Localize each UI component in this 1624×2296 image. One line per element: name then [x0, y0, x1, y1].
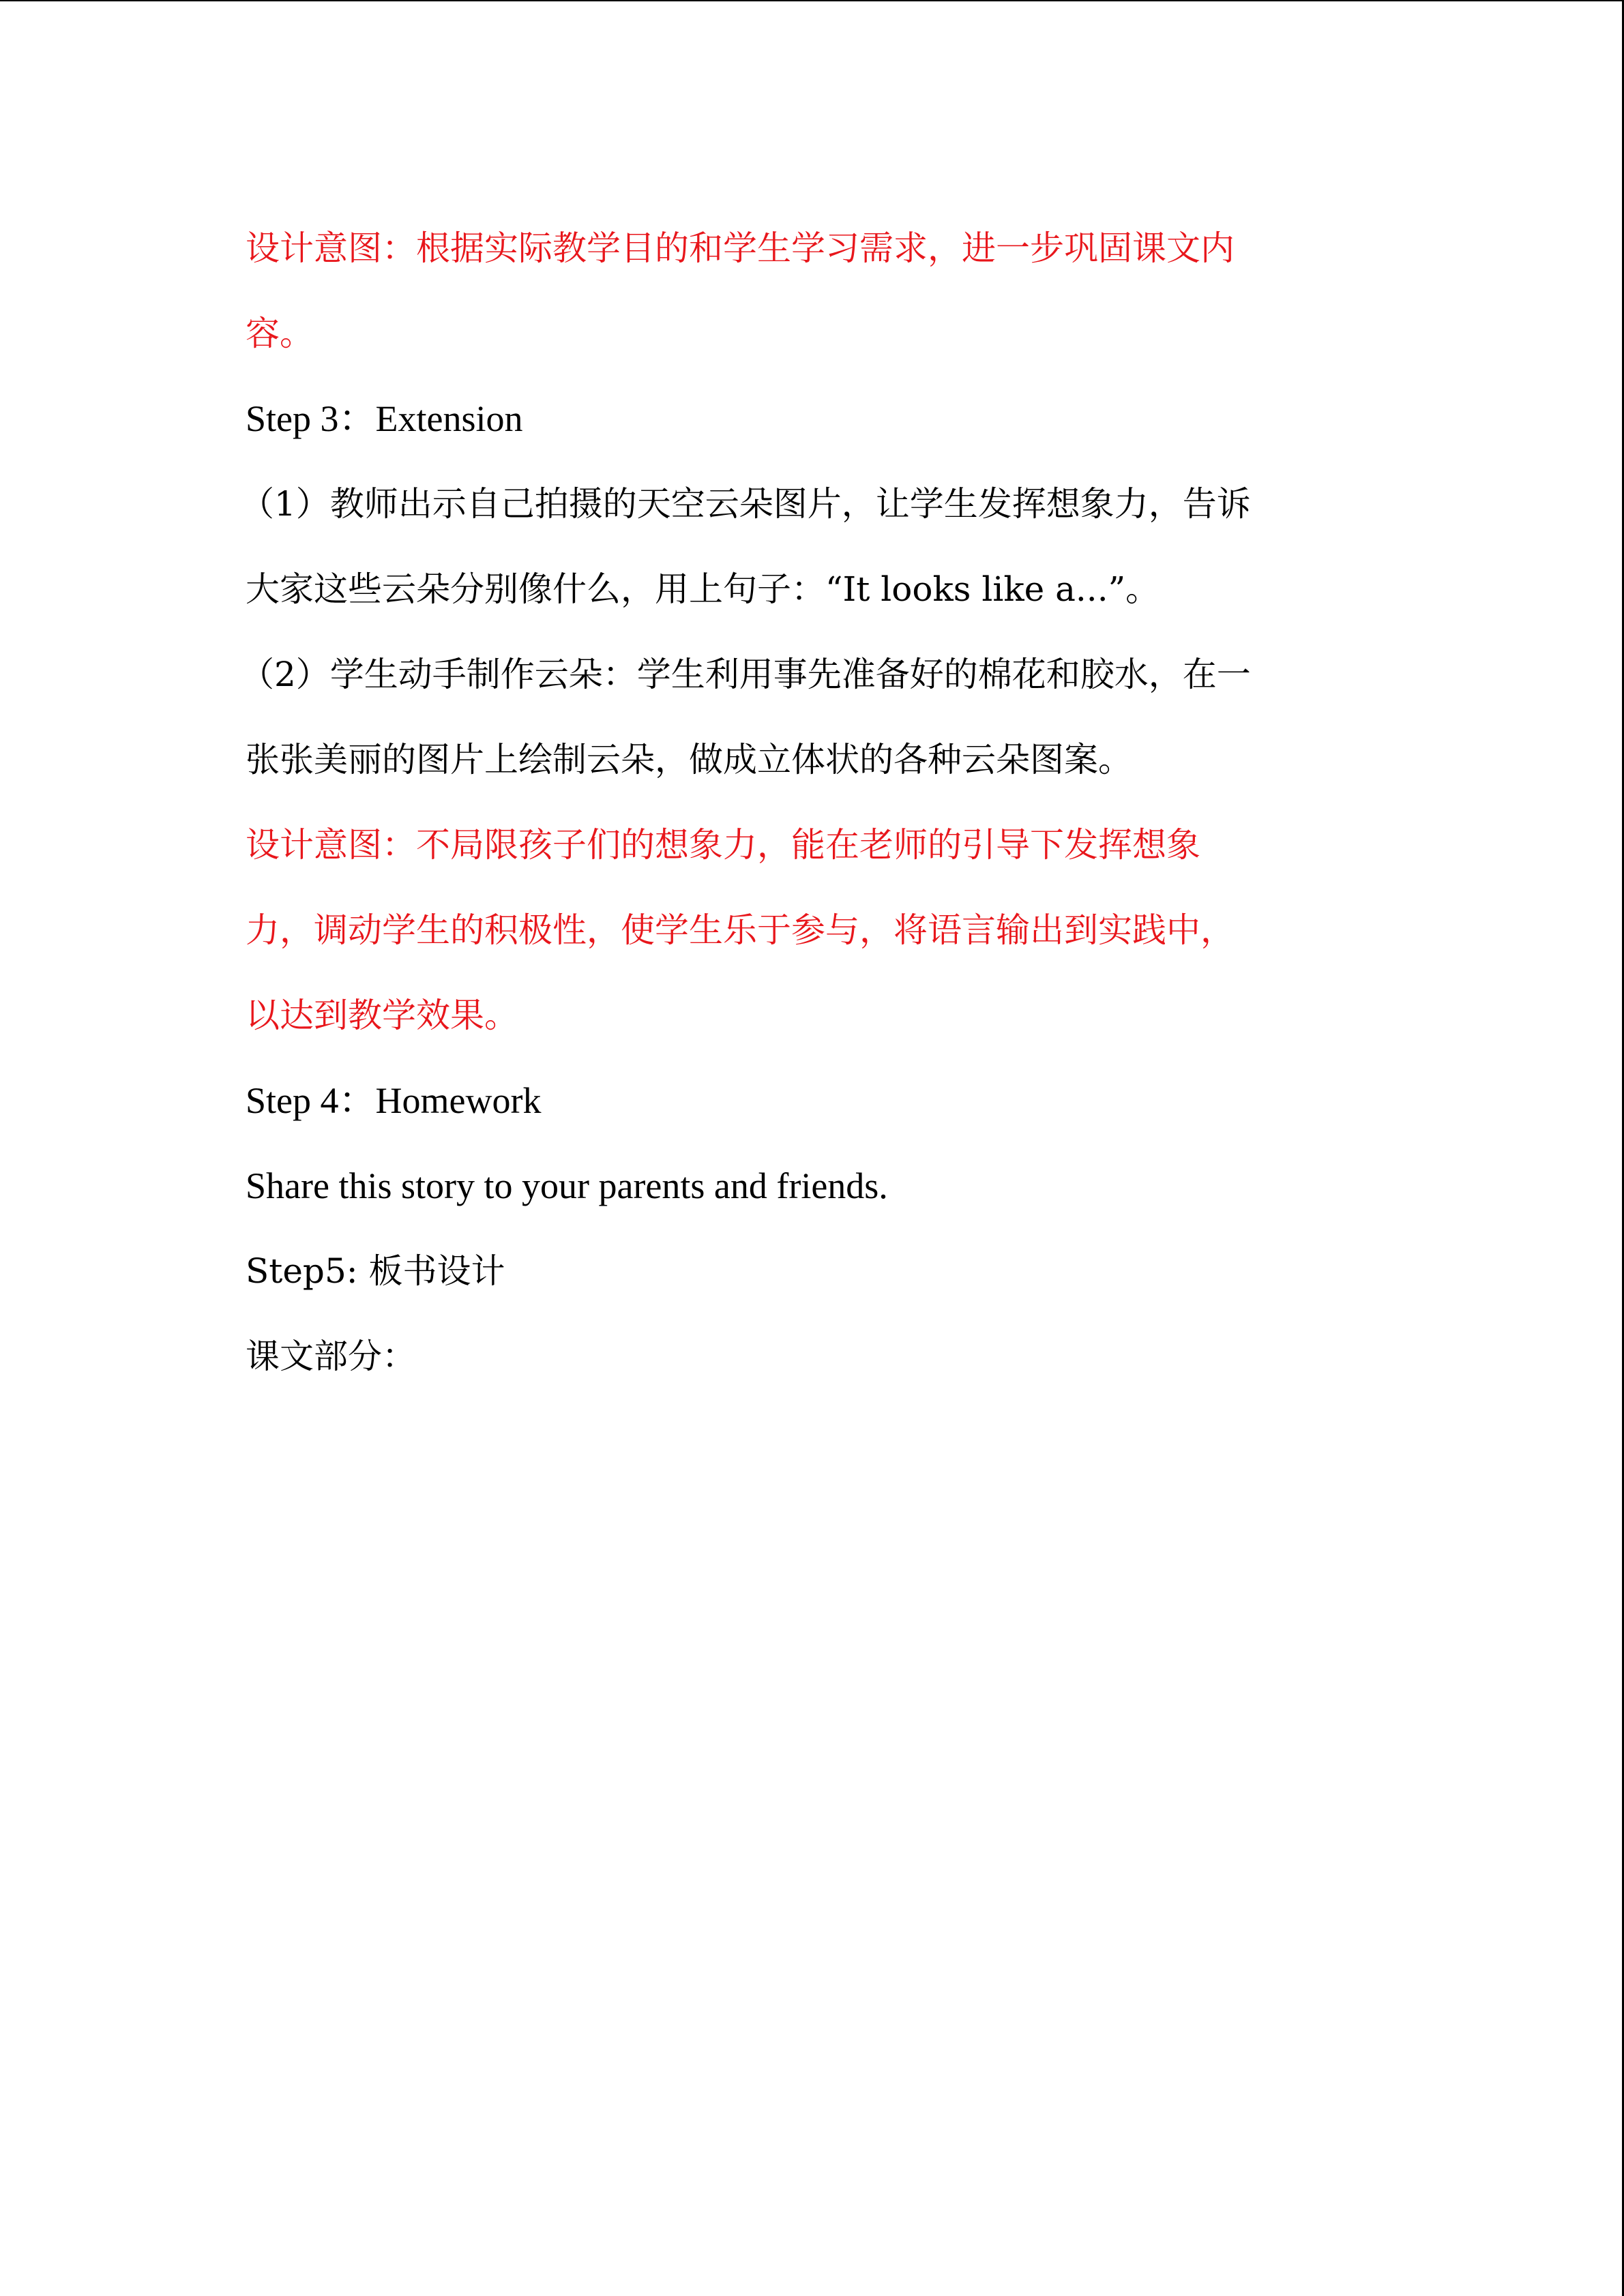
text-section-label: 课文部分： [246, 1337, 416, 1376]
page-content [240, 206, 1381, 1399]
design-intent-2-line-2: 力，调动学生的积极性，使学生乐于参与，将语言输出到实践中， [246, 910, 1235, 950]
extension-item-2-line-1: （2）学生动手制作云朵：学生利用事先准备好的棉花和胶水，在一 [240, 655, 1251, 694]
step-5-heading: Step5: 板书设计 [246, 1251, 505, 1291]
design-intent-line-2: 容。 [246, 314, 314, 353]
extension-item-1-line-2: 大家这些云朵分别像什么，用上句子：“It looks like a...”。 [246, 569, 1160, 609]
design-intent-2-line-3: 以达到教学效果。 [246, 996, 518, 1035]
design-intent-line-1: 设计意图：根据实际教学目的和学生学习需求，进一步巩固课文内 [246, 228, 1235, 268]
step-3-heading: Step 3：Extension [246, 398, 523, 439]
homework-text: Share this story to your parents and friends. [246, 1165, 888, 1206]
design-intent-2-line-1: 设计意图：不局限孩子们的想象力，能在老师的引导下发挥想象 [246, 825, 1200, 865]
extension-item-2-line-2: 张张美丽的图片上绘制云朵，做成立体状的各种云朵图案。 [246, 740, 1132, 779]
extension-item-1-line-1: （1）教师出示自己拍摄的天空云朵图片，让学生发挥想象力，告诉 [240, 484, 1251, 524]
step-4-heading: Step 4：Homework [246, 1080, 542, 1121]
